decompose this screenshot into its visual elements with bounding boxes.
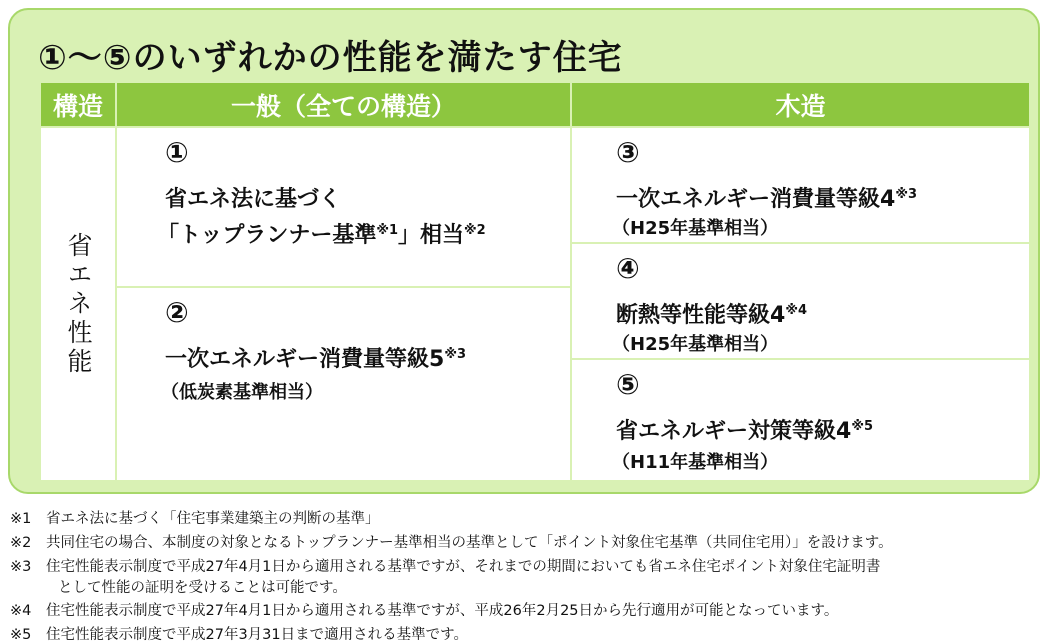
criterion-1-line2: 「トップランナー基準$^{※1}$」相当$^{※2}$ [157,223,486,248]
criterion-2-sub: （低炭素基準相当） [161,382,323,403]
criterion-1-cell [117,128,570,286]
criterion-2-number: ② [165,296,189,329]
criterion-4-sub: （H25年基準相当） [612,334,779,355]
side-label: 省エネ性能 [64,231,93,377]
footnote-3-cont: として性能の証明を受けることは可能です。 [58,580,347,596]
criterion-3-cell [572,128,1029,242]
criterion-5-number: ⑤ [616,368,640,401]
header-wood: 木造 [572,83,1029,126]
footnote-3: ※3 住宅性能表示制度で平成27年4月1日から適用される基準ですが、それまでの期間においても省エネ住宅ポイント対象住宅証明書 [10,559,881,575]
criterion-4-line1: 断熱等性能等級4$^{※4}$ [616,303,807,328]
criterion-4-number: ④ [616,252,640,285]
footnote-1: ※1 省エネ法に基づく「住宅事業建築主の判断の基準」 [10,511,380,527]
criterion-2-cell [117,288,570,480]
criterion-3-sub: （H25年基準相当） [612,218,779,239]
criterion-2-line1: 一次エネルギー消費量等級5$^{※3}$ [165,347,466,372]
header-structure: 構造 [41,83,115,126]
panel-title: ①～⑤のいずれかの性能を満たす住宅 [38,38,623,78]
footnote-5: ※5 住宅性能表示制度で平成27年3月31日まで適用される基準です。 [10,627,468,643]
criterion-3-line1: 一次エネルギー消費量等級4$^{※3}$ [616,187,917,212]
criterion-5-cell [572,360,1029,480]
criterion-1-number: ① [165,136,189,169]
criterion-3-number: ③ [616,136,640,169]
criterion-1-line1: 省エネ法に基づく [165,187,342,212]
criteria-panel [8,8,1040,494]
side-label-cell [41,128,115,480]
footnote-4: ※4 住宅性能表示制度で平成27年4月1日から適用される基準ですが、平成26年2月25日から先行適用が可能となっています。 [10,603,839,619]
criteria-table [41,83,1029,480]
criterion-4-cell [572,244,1029,358]
criterion-5-sub: （H11年基準相当） [612,452,779,473]
footnote-2: ※2 共同住宅の場合、本制度の対象となるトップランナー基準相当の基準として「ポイント対象住宅基準（共同住宅用）」を設けます。 [10,535,893,551]
header-general: 一般（全ての構造） [117,83,570,126]
criterion-5-line1: 省エネルギー対策等級4$^{※5}$ [616,419,873,444]
